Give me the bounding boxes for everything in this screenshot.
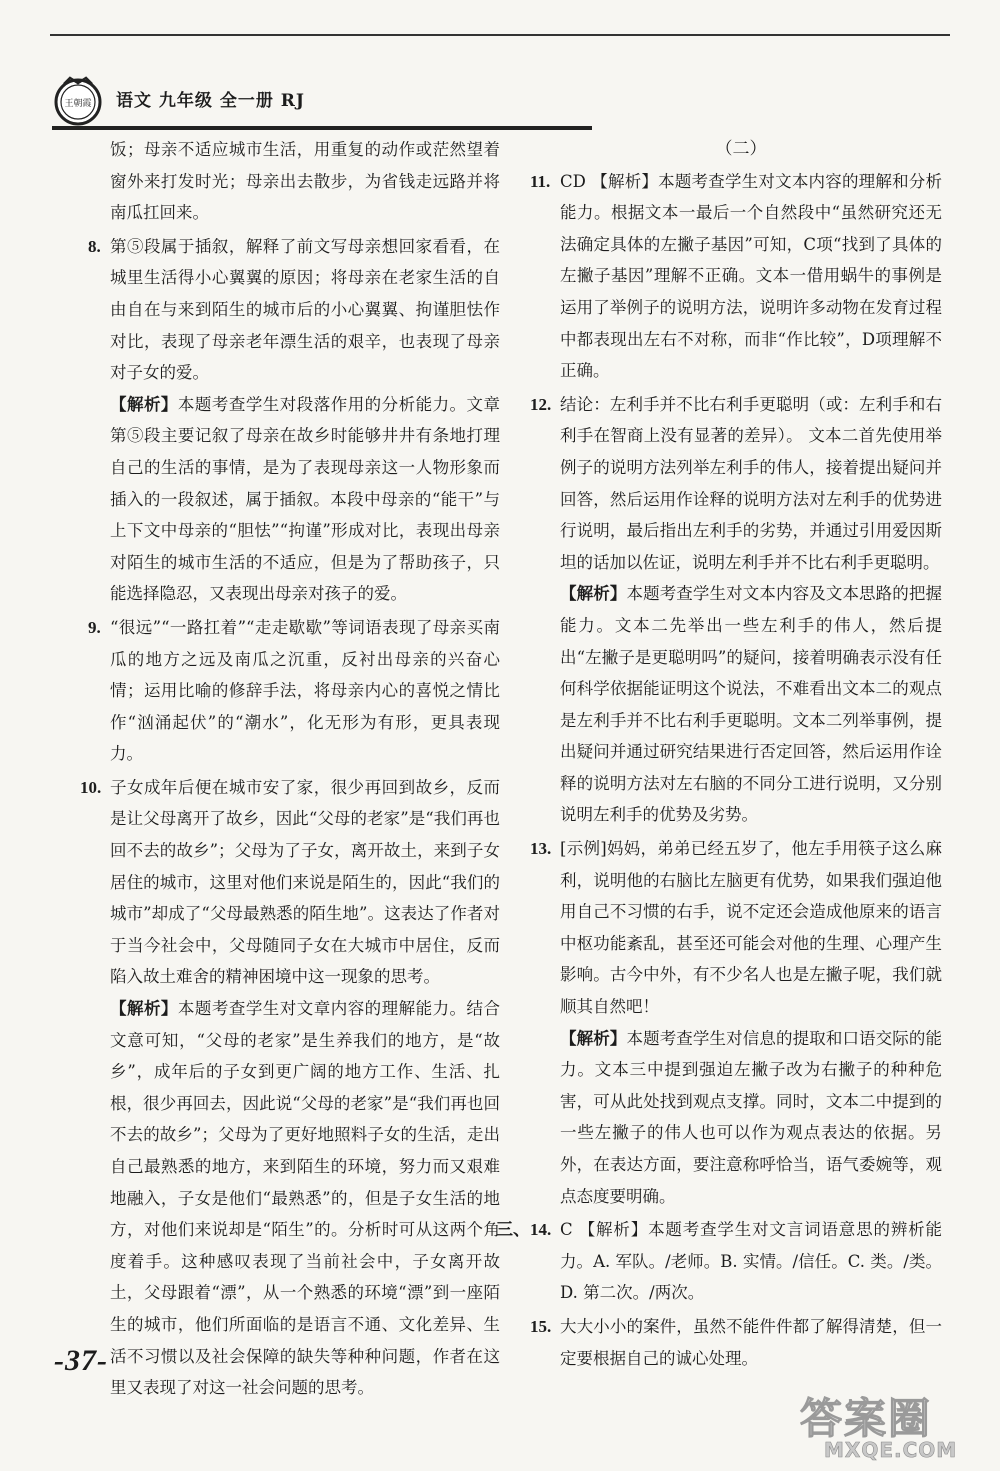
answer-item-14 [496,1214,942,1309]
analysis-text: 本题考查学生对信息的提取和口语交际的能力。文本三中提到强迫左撇子改为右撇子的种种危害，可从此处找到观点支撑。同时，文本二中提到的一些左撇子的伟人也可以作为观点表达的依据。另外，在表达方面，要注意称呼恰当，语气委婉等，观点态度要明确。 [560,1028,943,1206]
answer-item-8 [90,231,500,610]
answer-item-9 [90,612,500,770]
answer-item-13 [530,833,943,1212]
question-number: 11. [530,171,551,191]
question-number: 12. [530,394,552,414]
answer-text: 大大小小的案件，虽然不能件件都了解得清楚，但一定要根据自己的诚心处理。 [560,1316,942,1368]
answer-text: 结论：左利手并不比右利手更聪明（或：左利手和右利手在智商上没有显著的差异）。 文本二首先使用举例子的说明方法列举左利手的伟人，接着提出疑问并回答，然后运用作诠释的说明方法对左利手的优势进行说明，最后指出左利手的劣势，并通过引用爱因斯坦的话加以佐证，说明左利手并不比右利手更聪明。 [560,394,942,572]
logo-text: 王朝霞 [64,99,92,109]
question-number: 9. [88,617,101,637]
answer-item-15 [530,1311,942,1374]
header-underline [52,126,592,130]
publisher-logo [52,74,104,126]
section-heading: （二） [715,139,767,159]
question-number: 8. [88,236,101,256]
analysis-block [110,993,500,1404]
answer-continued [90,134,500,229]
analysis-text: 本题考查学生对段落作用的分析能力。文章第⑤段主要记叙了母亲在故乡时能够井井有条地打理自己的生活的事情，是为了表现母亲这一人物形象而插入的一段叙述，属于插叙。本段中母亲的“能干”与上下文中母亲的“胆怯”“拘谨”形成对比，表现出母亲对陌生的城市生活的不适应，但是为了帮助孩子，只能选择隐忍，又表现出母亲对孩子的爱。 [110,394,501,604]
answer-text: “很远”“一路扛着”“走走歇歇”等词语表现了母亲买南瓜的地方之远及南瓜之沉重，反衬出母亲的兴奋心情；运用比喻的修辞手法，将母亲内心的喜悦之情比作“汹涌起伏”的“潮水”，化无形为有形，更具表现力。 [110,617,500,764]
question-number: 三、14. [496,1220,552,1240]
analysis-block [560,1023,942,1213]
logo-emblem-icon [52,74,104,126]
answer-text: 饭；母亲不适应城市生活，用重复的动作或茫然望着窗外来打发时光；母亲出去散步，为省钱走远路并将南瓜扛回来。 [110,140,500,223]
analysis-tag: 【解析】 [560,584,627,604]
watermark-logo-text: 答案圈 [800,1394,933,1443]
page-number: -37- [54,1344,108,1377]
analysis-text: 本题考查学生对文章内容的理解能力。结合文意可知，“父母的老家”是生养我们的地方，是“故乡”，成年后的子女到更广阔的地方工作、生活、扎根，很少再回去，因此说“父母的老家”是“我们再也回不去的故乡”；父母为了更好地照料子女的生活，走出自己最熟悉的地方，来到陌生的环境，努力而又艰难地融入，子女是他们“最熟悉”的，但是子女生活的地方，对他们来说却是“陌生”的。分析时可从这两个角度着手。这种感叹表现了当前社会中，子女离开故土，父母跟着“漂”，从一个熟悉的环境“漂”到一座陌生的城市，他们所面临的是语言不通、文化差异、生活不习惯以及社会保障的缺失等种种问题，作者在这里又表现了对这一社会问题的思考。 [110,999,501,1398]
top-rule [50,34,950,36]
question-number: 13. [530,839,552,859]
answer-item-12 [530,389,943,831]
page-header [50,74,610,130]
book-title: 语文 九年级 全一册 RJ [116,91,305,111]
answer-text: 子女成年后便在城市安了家，很少再回到故乡，反而是让父母离开了故乡，因此“父母的老家”是“我们再也回不去的故乡”；父母为了子女，离开故土，来到子女居住的城市，这里对他们来说是陌生的，因此“我们的城市”却成了“父母最熟悉的陌生地”。这表达了作者对于当今社会中，父母随同子女在大城市中居住，反而陷入故土难舍的精神困境中这一现象的思考。 [110,777,500,987]
right-column [496,134,943,1376]
answer-item-11 [530,166,942,387]
question-number: 10. [80,777,102,797]
analysis-block [560,578,942,831]
analysis-text: 本题考查学生对文本内容及文本思路的把握能力。文本二先举出一些左利手的伟人，然后提出“左撇子是更聪明吗”的疑问，接着明确表示没有任何科学依据能证明这个说法，不难看出文本二的观点是左利手并不比右利手更聪明。文本二列举事例，提出疑问并通过研究结果进行否定回答，然后运用作诠释的说明方法对左右脑的不同分工进行说明，又分别说明左利手的优势及劣势。 [560,584,943,825]
answer-text: CD 【解析】本题考查学生对文本内容的理解和分析能力。根据文本一最后一个自然段中“虽然研究还无法确定具体的左撇子基因”可知，C项“找到了具体的左撇子基因”理解不正确。文本一借用蜗牛的事例是运用了举例子的说明方法，说明许多动物在发育过程中都表现出左右不对称，而非“作比较”，D项理解不正确。 [560,171,942,381]
answer-text: [示例]妈妈，弟弟已经五岁了，他左手用筷子这么麻利，说明他的右脑比左脑更有优势，如果我们强迫他用自己不习惯的右手，说不定还会造成他原来的语言中枢功能紊乱，甚至还可能会对他的生理、心理产生影响。古今中外，有不少名人也是左撇子呢，我们就顺其自然吧！ [560,839,942,1017]
site-watermark [800,1386,975,1466]
analysis-tag: 【解析】 [560,1028,627,1048]
analysis-tag: 【解析】 [110,999,178,1019]
question-number: 15. [530,1316,552,1336]
answer-text: C 【解析】本题考查学生对文言词语意思的辨析能力。A. 军队。/老师。B. 实情。/信任。C. 类。/类。D. 第二次。/两次。 [560,1220,942,1303]
answer-text: 第⑤段属于插叙，解释了前文写母亲想回家看看，在城里生活得小心翼翼的原因；将母亲在老家生活的自由自在与来到陌生的城市后的小心翼翼、拘谨胆怯作对比，表现了母亲老年漂生活的艰辛，也表现了母亲对子女的爱。 [110,236,500,383]
analysis-block [110,389,500,610]
analysis-tag: 【解析】 [110,394,178,414]
watermark-url: MXQE.COM [824,1438,958,1462]
